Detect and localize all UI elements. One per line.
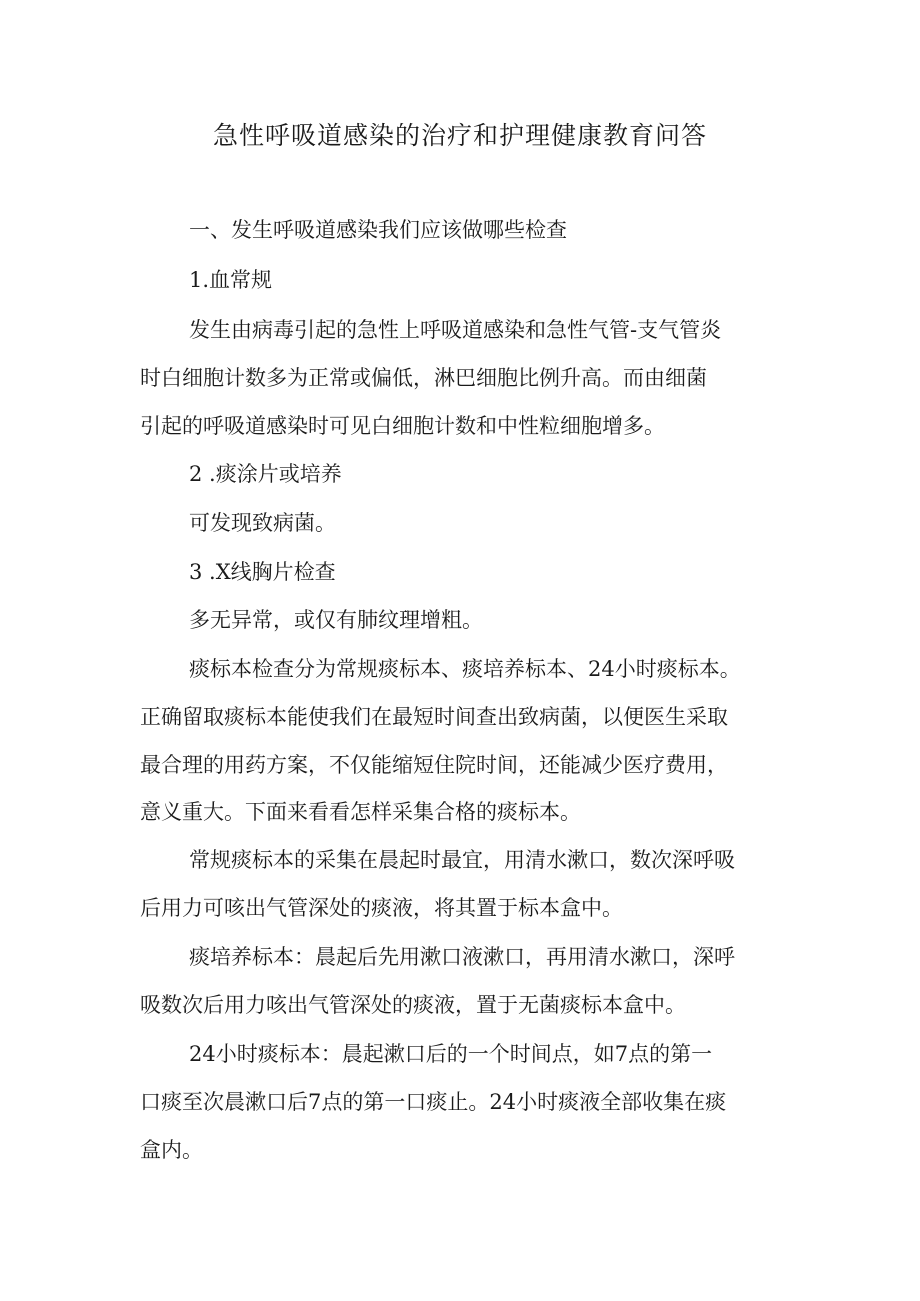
paragraph-line: 多无异常，或仅有肺纹理增粗。 <box>189 608 483 632</box>
paragraph-line: 痰标本检查分为常规痰标本、痰培养标本、24小时痰标本。 <box>189 657 741 681</box>
subheading-sputum-smear: 2 .痰涂片或培养 <box>189 462 342 486</box>
paragraph-line: 盒内。 <box>140 1138 203 1162</box>
subheading-xray: 3 .X线胸片检查 <box>189 560 336 584</box>
paragraph-line: 24小时痰标本：晨起漱口后的一个时间点，如7点的第一 <box>189 1042 713 1066</box>
section-heading: 一、发生呼吸道感染我们应该做哪些检查 <box>189 218 567 242</box>
paragraph-line: 吸数次后用力咳出气管深处的痰液，置于无菌痰标本盒中。 <box>140 993 686 1017</box>
paragraph-line: 引起的呼吸道感染时可见白细胞计数和中性粒细胞增多。 <box>140 414 665 438</box>
paragraph-line: 常规痰标本的采集在晨起时最宜，用清水漱口，数次深呼吸 <box>189 848 735 872</box>
paragraph-line: 意义重大。下面来看看怎样采集合格的痰标本。 <box>140 800 581 824</box>
paragraph-line: 正确留取痰标本能使我们在最短时间查出致病菌，以便医生采取 <box>140 705 728 729</box>
paragraph-line: 后用力可咳出气管深处的痰液，将其置于标本盒中。 <box>140 896 623 920</box>
paragraph-line: 口痰至次晨漱口后7点的第一口痰止。24小时痰液全部收集在痰 <box>140 1090 727 1114</box>
subheading-blood-routine: 1.血常规 <box>189 268 273 292</box>
paragraph-line: 发生由病毒引起的急性上呼吸道感染和急性气管-支气管炎 <box>189 318 722 342</box>
paragraph-line: 可发现致病菌。 <box>189 511 336 535</box>
paragraph-line: 时白细胞计数多为正常或偏低，淋巴细胞比例升高。而由细菌 <box>140 366 707 390</box>
paragraph-line: 痰培养标本：晨起后先用漱口液漱口，再用清水漱口，深呼 <box>189 945 735 969</box>
paragraph-line: 最合理的用药方案，不仅能缩短住院时间，还能减少医疗费用， <box>140 753 728 777</box>
document-title: 急性呼吸道感染的治疗和护理健康教育问答 <box>212 121 707 150</box>
